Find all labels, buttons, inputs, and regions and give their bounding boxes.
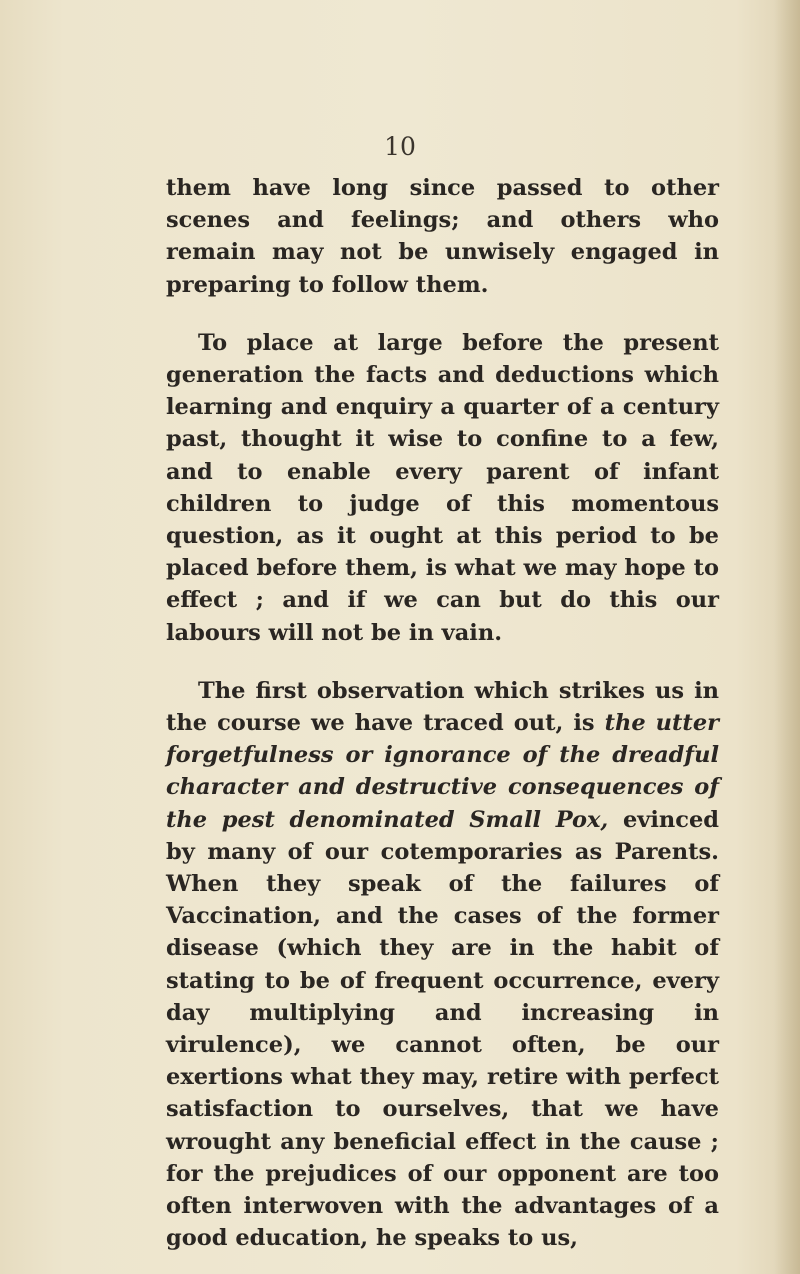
- page-edge-shadow: [774, 0, 800, 1274]
- paragraph-1-run-1: them have long since passed to other scenes and feelings; and others who remain may not be unwisely engaged in preparing to follow them.: [166, 175, 719, 298]
- paragraph-3-run-3: evinced by many of our cotemporaries as Parents. When they speak of the failures of Vaccination, and the cases of the former disease (which they are in the habit of stating to be of frequent occurrence, every day multiplying and increasing in virulence), we cannot often, be our exertions what they may, retire with perfect satisfaction to ourselves, that we have wrought any beneficial effect in the cause ; for the prejudices of our opponent are too often interwoven with the advantages of a good education, he speaks to us,: [166, 806, 719, 1252]
- paragraph-2-run-1: To place at large before the present generation the facts and deductions which learning and enquiry a quarter of a century past, thought it wise to confine to a few, and to enable every parent of infant children to judge of this momentous question, as it ought at this period to be placed before them, is what we may hope to effect ; and if we can but do this our labours will not be in vain.: [166, 329, 719, 646]
- paragraph-3-run-1: The first observation which strikes us in the course we have traced out, is: [166, 677, 719, 737]
- body-text: [166, 172, 719, 1255]
- paragraph-3-italic-run: the utter forgetfulness or ignorance of the dreadful character and destructive consequences of the pest denominated Small Pox,: [166, 710, 719, 833]
- page-number: 10: [384, 132, 416, 161]
- paragraph-3: [166, 675, 719, 1255]
- paragraph-1: [166, 172, 719, 301]
- paragraph-2: [166, 327, 719, 649]
